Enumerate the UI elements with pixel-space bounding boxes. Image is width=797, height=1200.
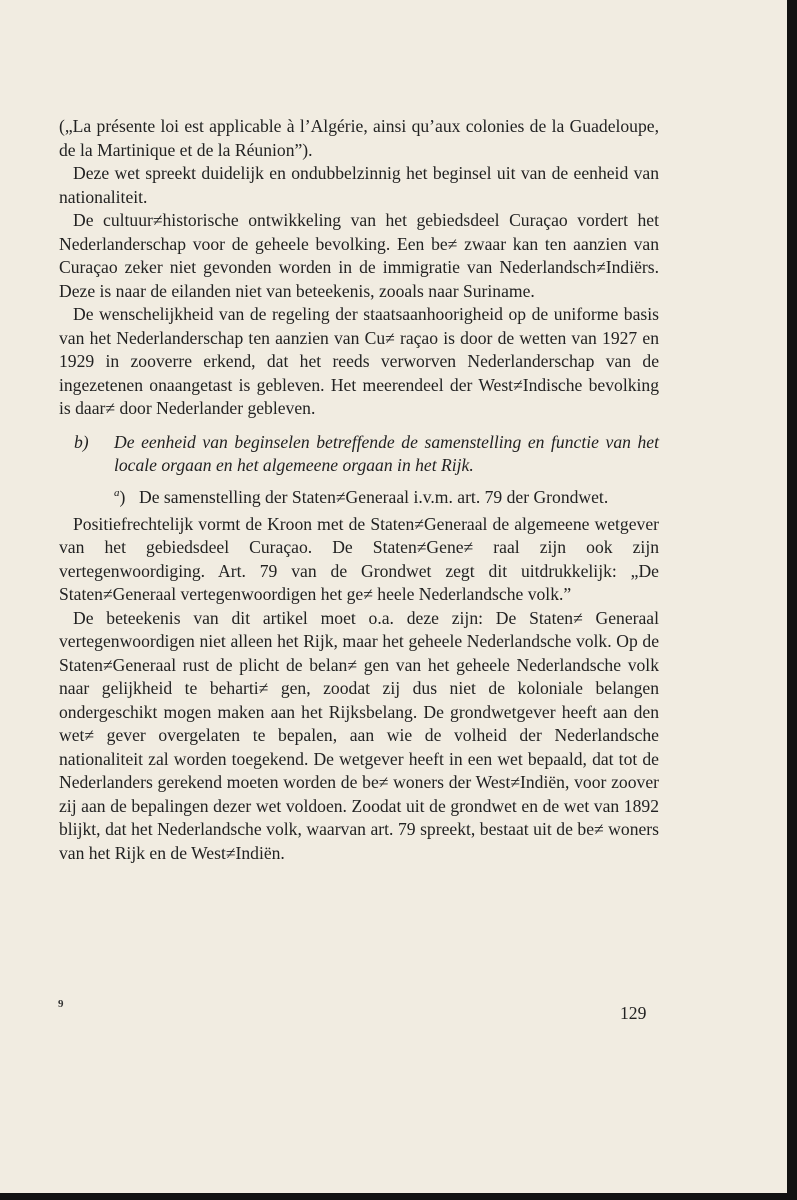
paragraph-2: Deze wet spreekt duidelijk en ondubbelzinnig het beginsel uit van de eenheid van nationaliteit. [59,163,659,207]
signature-mark: 9 [58,998,64,1010]
body-text [59,115,659,865]
paragraph-6: De beteekenis van dit artikel moet o.a. deze zijn: De Staten≠ Generaal vertegenwoordigen niet alleen het Rijk, maar het geheele Nederlandsche volk. Op de Staten≠Generaal rust de plicht de belan≠ gen van het geheele Nederlandsche volk naar gelijkheid te beharti≠ gen, zoodat zij dus niet de koloniale belangen ondergeschikt mogen maken aan het Rijksbelang. De grondwetgever heeft aan den wet≠ gever overgelaten te bepalen, aan wie de volheid der Nederlandsche nationaliteit zal worden toegekend. De wetgever heeft in een wet bepaald, dat tot de Nederlanders gerekend moeten worden de be≠ woners der West≠Indiën, voor zoover zij aan de bepalingen dezer wet voldoen. Zoodat uit de grondwet en de wet van 1892 blijkt, dat het Nederlandsche volk, waarvan art. 79 spreekt, bestaat uit de be≠ woners van het Rijk en de West≠Indiën. [59,607,659,863]
section-heading-b-text: De eenheid van beginselen betreffende de samenstelling en functie van het locale orgaan en het algemeene orgaan in het Rijk. [114,431,659,475]
paragraph-quote: („La présente loi est applicable à l’Algérie, ainsi qu’aux colonies de la Guadeloupe, de la Martinique et de la Réunion”). [59,116,659,160]
paragraph-3: De cultuur≠historische ontwikkeling van het gebiedsdeel Curaçao vordert het Nederlanderschap voor de geheele bevolking. Een be≠ zwaar kan ten aanzien van Curaçao zeker niet gevonden worden in de immigratie van Nederlandsch≠Indiërs. Deze is naar de eilanden niet van beteekenis, zooals naar Suriname. [59,210,659,301]
subsection-heading-a [59,482,659,509]
subsection-label-a: $^a$) [114,486,126,507]
subsection-heading-a-text: De samenstelling der Staten≠Generaal i.v.m. art. 79 der Grondwet. [139,486,609,507]
section-heading-b [59,431,659,478]
page-number: 129 [620,1003,647,1023]
paragraph-4: De wenschelijkheid van de regeling der staatsaanhoorigheid op de uniforme basis van het Nederlanderschap ten aanzien van Cu≠ raçao is door de wetten van 1927 en 1929 in zooverre erkend, dat het reeds verworven Nederlanderschap van de ingezetenen onaangetast is gebleven. Het meerendeel der West≠Indische bevolking is daar≠ door Nederlander gebleven. [59,304,659,418]
paragraph-5: Positiefrechtelijk vormt de Kroon met de Staten≠Generaal de algemeene wetgever van het gebiedsdeel Curaçao. De Staten≠Gene≠ raal zijn ook zijn vertegenwoordiging. Art. 79 van de Grondwet zegt dit uitdrukkelijk: „De Staten≠Generaal vertegenwoordigen het ge≠ heele Nederlandsche volk.” [59,513,659,605]
section-label-b: b) [74,431,89,452]
